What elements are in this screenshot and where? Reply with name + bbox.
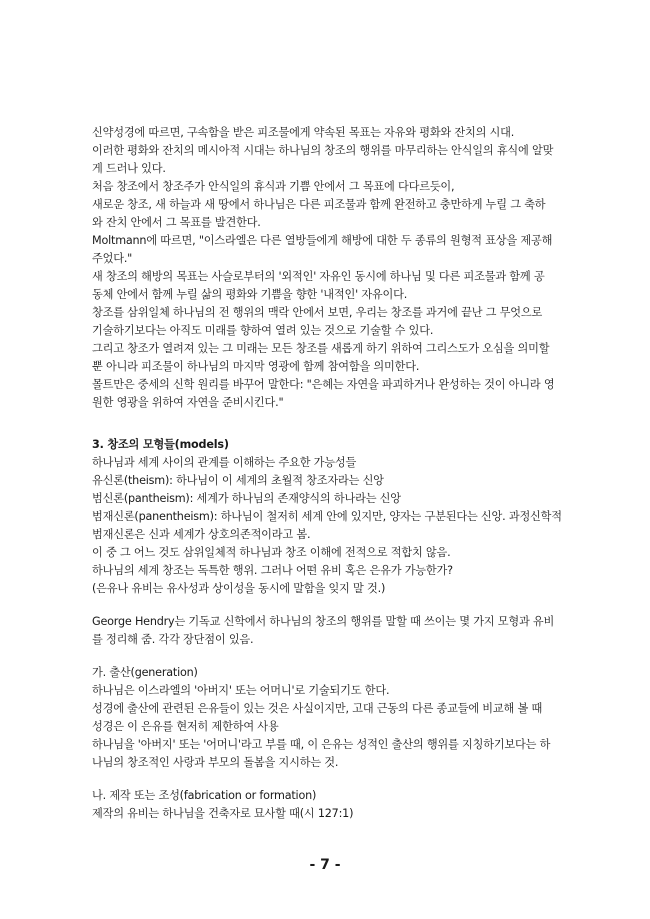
body-line: 새로운 창조, 새 하늘과 새 땅에서 하나님은 다른 피조물과 함께 완전하고 충만하게 누릴 그 축하	[92, 198, 546, 211]
body-line: 와 잔치 안에서 그 목표를 발견한다.	[92, 216, 261, 229]
body-line: 새 창조의 해방의 목표는 사슬로부터의 '외적인' 자유인 동시에 하나님 및 다른 피조물과 함께 공	[92, 270, 545, 283]
body-line: 나님의 창조적인 사랑과 부모의 돌봄을 지시하는 것.	[92, 756, 339, 769]
body-line: 원한 영광을 위하여 자연을 준비시킨다."	[92, 396, 284, 409]
body-line: 창조를 삼위일체 하나님의 전 행위의 맥락 안에서 보면, 우리는 창조를 과거에 끝난 그 무엇으로	[92, 306, 543, 319]
body-line: 범재신론은 신과 세계가 상호의존적이라고 봄.	[92, 528, 311, 541]
body-line: 성경은 이 은유를 현저히 제한하여 사용	[92, 720, 279, 733]
body-line: 신약성경에 따르면, 구속함을 받은 피조물에게 약속된 목표는 자유와 평화와 잔치의 시대.	[92, 126, 515, 139]
body-line: 하나님을 '아버지' 또는 '어머니'라고 부를 때, 이 은유는 성적인 출산의 행위를 지칭하기보다는 하	[92, 738, 551, 751]
body-line: 주었다."	[92, 252, 133, 265]
subsection-heading: 가. 출산(generation)	[92, 666, 198, 679]
body-line: (은유나 유비는 유사성과 상이성을 동시에 말함을 잊지 말 것.)	[92, 582, 386, 595]
body-line: 이 중 그 어느 것도 삼위일체적 하나님과 창조 이해에 전적으로 적합치 않음.	[92, 546, 451, 559]
body-line: 뿐 아니라 피조물이 하나님의 마지막 영광에 함께 참여함을 의미한다.	[92, 360, 420, 373]
body-line: 를 정리해 줌. 각각 장단점이 있음.	[92, 633, 254, 646]
body-line: 하나님의 세계 창조는 독특한 행위. 그러나 어떤 유비 혹은 은유가 가능한가?	[92, 564, 453, 577]
body-line: Moltmann에 따르면, "이스라엘은 다른 열방들에게 해방에 대한 두 종류의 원형적 표상을 제공해	[92, 234, 553, 247]
body-line: 하나님과 세계 사이의 관계를 이해하는 주요한 가능성들	[92, 456, 357, 469]
body-line: 그리고 창조가 열려져 있는 그 미래는 모든 창조를 새롭게 하기 위하여 그리스도가 오심을 의미할	[92, 342, 550, 355]
body-line: 이러한 평화와 잔치의 메시아적 시대는 하나님의 창조의 행위를 마무리하는 안식일의 휴식에 알맞	[92, 144, 554, 157]
page-number: - 7 -	[309, 857, 341, 873]
body-line: 범재신론(panentheism): 하나님이 철저히 세계 안에 있지만, 양자는 구분된다는 신앙. 과정신학적	[92, 510, 562, 523]
body-line: 처음 창조에서 창조주가 안식일의 휴식과 기쁨 안에서 그 목표에 다다르듯이,	[92, 180, 455, 193]
body-line: 범신론(pantheism): 세계가 하나님의 존재양식의 하나라는 신앙	[92, 492, 401, 505]
body-line: 제작의 유비는 하나님을 건축자로 묘사할 때(시 127:1)	[92, 807, 354, 820]
section-heading: 3. 창조의 모형들(models)	[92, 438, 229, 451]
body-line: 유신론(theism): 하나님이 이 세계의 초월적 창조자라는 신앙	[92, 474, 384, 487]
body-line: 동체 안에서 함께 누릴 삶의 평화와 기쁨을 향한 '내적인' 자유이다.	[92, 288, 408, 301]
body-line: George Hendry는 기독교 신학에서 하나님의 창조의 행위를 말할 때 쓰이는 몇 가지 모형과 유비	[92, 615, 555, 628]
body-line: 성경에 출산에 관련된 은유들이 있는 것은 사실이지만, 고대 근동의 다른 종교들에 비교해 볼 때	[92, 702, 543, 715]
body-line: 게 드러나 있다.	[92, 162, 166, 175]
subsection-heading: 나. 제작 또는 조성(fabrication or formation)	[92, 789, 317, 802]
body-line: 몰트만은 중세의 신학 원리를 바꾸어 말한다: "은혜는 자연을 파괴하거나 완성하는 것이 아니라 영	[92, 378, 555, 391]
body-line: 기술하기보다는 아직도 미래를 향하여 열려 있는 것으로 기술할 수 있다.	[92, 324, 434, 337]
body-line: 하나님은 이스라엘의 '아버지' 또는 어머니'로 기술되기도 한다.	[92, 684, 390, 697]
